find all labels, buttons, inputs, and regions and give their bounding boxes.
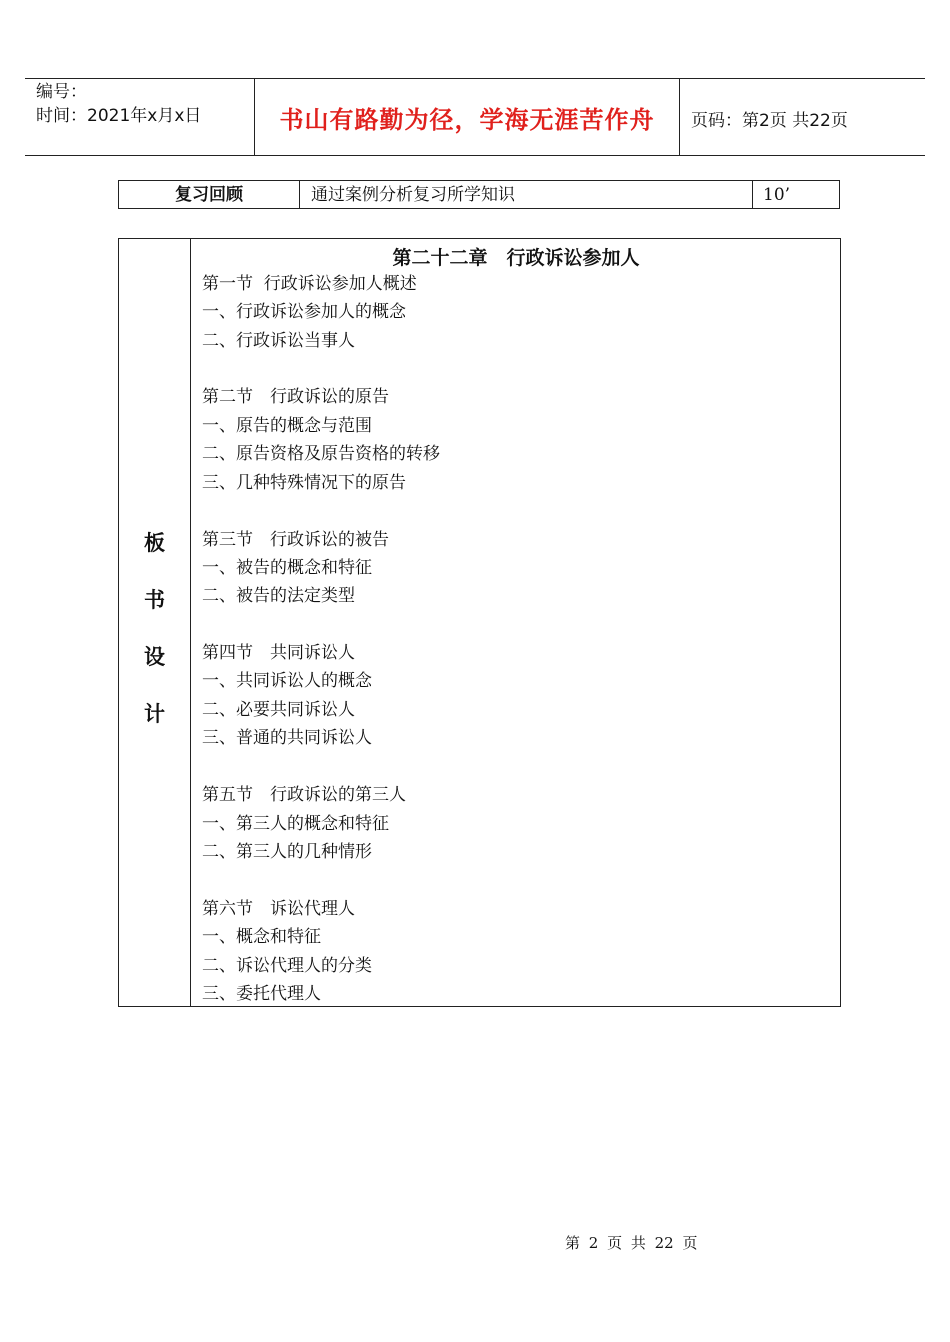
outline-line: 二、诉讼代理人的分类 — [202, 956, 372, 976]
outline-line: 第四节 共同诉讼人 — [202, 643, 355, 663]
chapter-title: 第二十二章 行政诉讼参加人 — [392, 247, 640, 269]
header-bottom-rule — [25, 155, 925, 156]
outline-line: 二、第三人的几种情形 — [202, 842, 372, 862]
outline-line: 二、原告资格及原告资格的转移 — [202, 444, 440, 464]
review-col-divider-2 — [752, 181, 753, 208]
outline-line: 一、第三人的概念和特征 — [202, 814, 389, 834]
outline-line: 二、被告的法定类型 — [202, 586, 355, 606]
header-divider-right — [679, 78, 680, 155]
outline-line: 第一节 行政诉讼参加人概述 — [202, 274, 417, 294]
board-col-divider — [190, 239, 191, 1006]
review-time: 10’ — [763, 185, 791, 205]
outline-line: 第五节 行政诉讼的第三人 — [202, 785, 406, 805]
review-col-divider-1 — [299, 181, 300, 208]
header-meta — [36, 80, 201, 128]
document-time: 时间：2021年x月x日 — [36, 106, 202, 126]
review-table — [118, 180, 840, 209]
board-side-char: 计 — [144, 702, 165, 726]
outline-line: 二、必要共同诉讼人 — [202, 700, 355, 720]
review-content: 通过案例分析复习所学知识 — [311, 185, 515, 205]
document-number-label: 编号： — [36, 82, 87, 102]
board-side-char: 板 — [144, 531, 165, 555]
header-motto: 书山有路勤为径，学海无涯苦作舟 — [279, 106, 655, 134]
board-side-char: 设 — [144, 645, 165, 669]
outline-line: 第六节 诉讼代理人 — [202, 899, 355, 919]
outline-line: 三、委托代理人 — [202, 984, 321, 1004]
outline-line: 一、行政诉讼参加人的概念 — [202, 302, 406, 322]
outline-line: 一、共同诉讼人的概念 — [202, 671, 372, 691]
board-design-table — [118, 238, 841, 1007]
review-label: 复习回顾 — [175, 185, 243, 205]
outline-line: 一、被告的概念和特征 — [202, 558, 372, 578]
outline-line: 第三节 行政诉讼的被告 — [202, 530, 389, 550]
board-side-char: 书 — [144, 588, 165, 612]
header-top-rule — [25, 78, 925, 79]
header-page-info: 页码：第2页 共22页 — [691, 111, 848, 131]
outline-line: 三、普通的共同诉讼人 — [202, 728, 372, 748]
outline-line: 三、几种特殊情况下的原告 — [202, 473, 406, 493]
outline-line: 二、行政诉讼当事人 — [202, 331, 355, 351]
outline-line: 一、概念和特征 — [202, 927, 321, 947]
outline-line: 第二节 行政诉讼的原告 — [202, 387, 389, 407]
footer-page-number: 第 2 页 共 22 页 — [565, 1234, 698, 1252]
outline-line: 一、原告的概念与范围 — [202, 416, 372, 436]
